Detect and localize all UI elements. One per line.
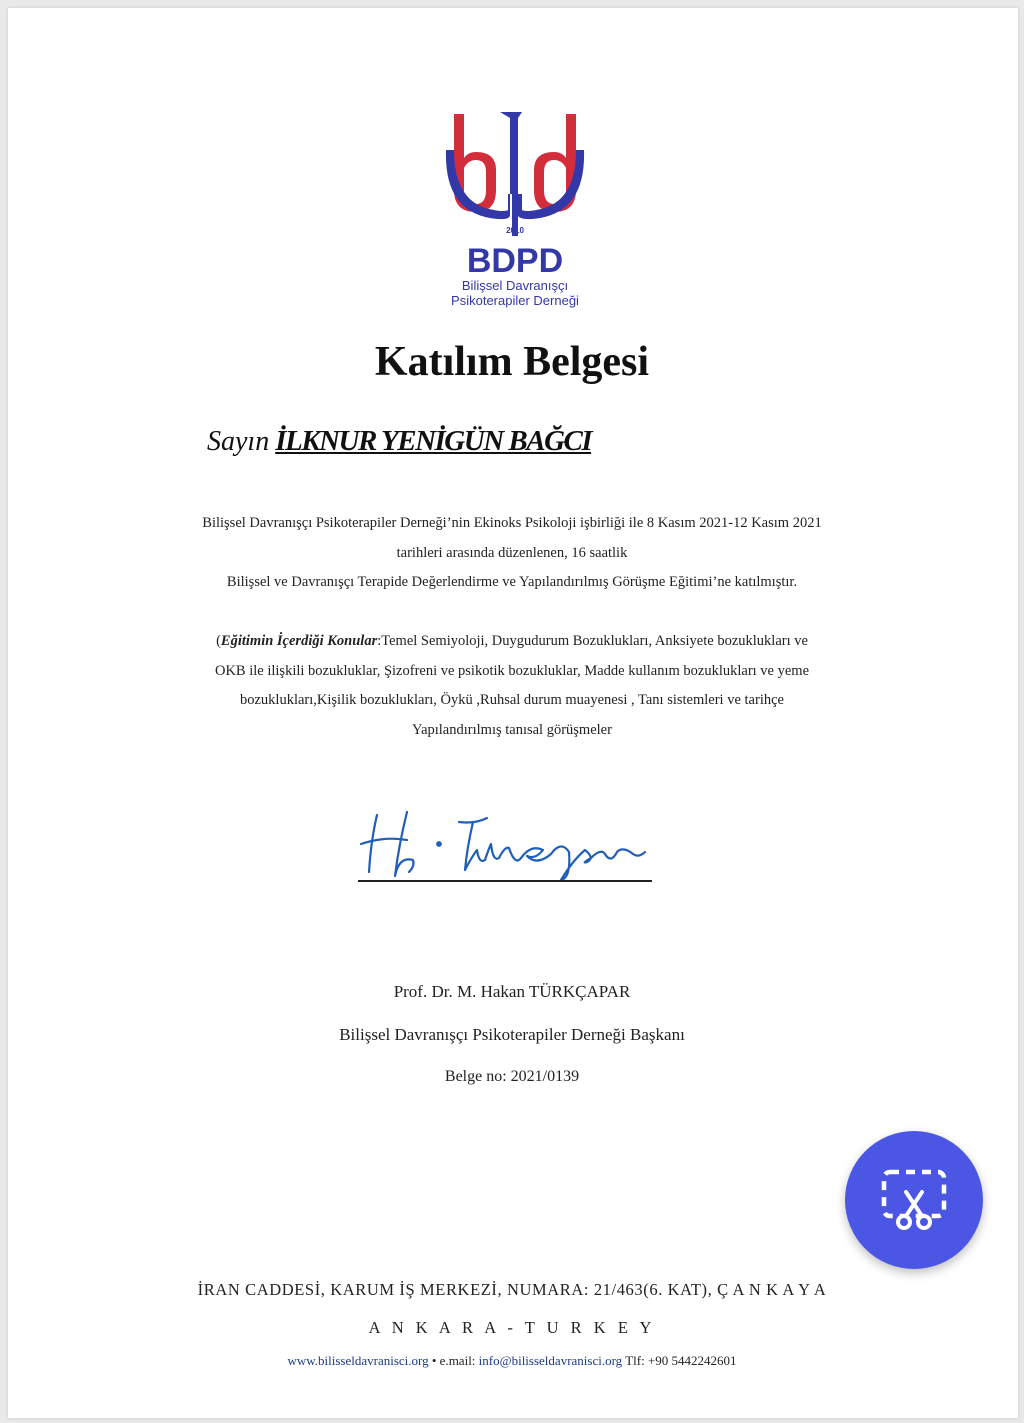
- logo-year: 2010: [506, 226, 524, 235]
- topics-line4: Yapılandırılmış tanısal görüşmeler: [412, 721, 612, 738]
- address-line1: İRAN CADDESİ, KARUM İŞ MERKEZİ, NUMARA: 21/463(6. KAT), Ç A N K A Y A: [197, 1280, 827, 1299]
- paragraph1-line1: Bilişsel Davranışçı Psikoterapiler Derneği’nin Ekinoks Psikoloji işbirliği ile 8 Kasım 2021-12 Kasım 2021: [202, 515, 822, 531]
- topics-open-paren: (: [216, 633, 221, 649]
- topics-line3: bozuklukları,Kişilik bozuklukları, Öykü ,Ruhsal durum muayenesi , Tanı sistemleri ve tarihçe: [240, 692, 784, 708]
- signature: [355, 800, 655, 890]
- topics-label: Eğitimin İçerdiği Konular: [220, 633, 378, 649]
- topics-text1: :Temel Semiyoloji, Duygudurum Bozuklukları, Anksiyete bozuklukları ve: [377, 633, 808, 649]
- recipient-name: İLKNUR YENİGÜN BAĞCI: [275, 425, 592, 457]
- contact-line: [0, 1353, 1024, 1369]
- document-number: Belge no: 2021/0139: [444, 1068, 580, 1085]
- recipient-line: [207, 425, 591, 458]
- logo-acronym: BDPD: [466, 242, 564, 280]
- topics-line2: OKB ile ilişkili bozukluklar, Şizofreni ve psikotik bozukluklar, Madde kullanım bozuklukları ve yeme: [214, 662, 810, 679]
- signature-line: [358, 880, 652, 882]
- website-link[interactable]: www.bilisseldavranisci.org: [287, 1353, 429, 1368]
- paragraph1-line3: Bilişsel ve Davranışçı Terapide Değerlendirme ve Yapılandırılmış Görüşme Eğitimi’ne katılmıştır.: [226, 574, 798, 590]
- bdpd-logo: [430, 108, 600, 313]
- participation-paragraph: [130, 509, 894, 598]
- email-link[interactable]: info@bilisseldavranisci.org: [478, 1353, 623, 1368]
- logo-line2: Psikoterapiler Derneği: [451, 293, 579, 308]
- signer-role: Bilişsel Davranışçı Psikoterapiler Derneği Başkanı: [339, 1025, 685, 1044]
- logo-psi-shape: [446, 112, 584, 236]
- phone: Tlf: +90 5442242601: [625, 1353, 737, 1368]
- screenshot-fab-button[interactable]: [845, 1131, 983, 1269]
- paragraph1-line2: tarihleri arasında düzenlenen, 16 saatlik: [396, 544, 628, 561]
- salutation: Sayın: [207, 426, 270, 457]
- logo-line1: Bilişsel Davranışçı: [461, 278, 569, 293]
- topics-paragraph: [130, 627, 894, 745]
- topics-line1: [130, 627, 894, 657]
- signer-name: Prof. Dr. M. Hakan TÜRKÇAPAR: [393, 982, 631, 1001]
- address-line2: A N K A R A - T U R K E Y: [368, 1318, 656, 1337]
- email-label: • e.mail:: [431, 1353, 476, 1368]
- screenshot-scissors-icon: [878, 1164, 950, 1236]
- certificate-title: Katılım Belgesi: [374, 339, 650, 385]
